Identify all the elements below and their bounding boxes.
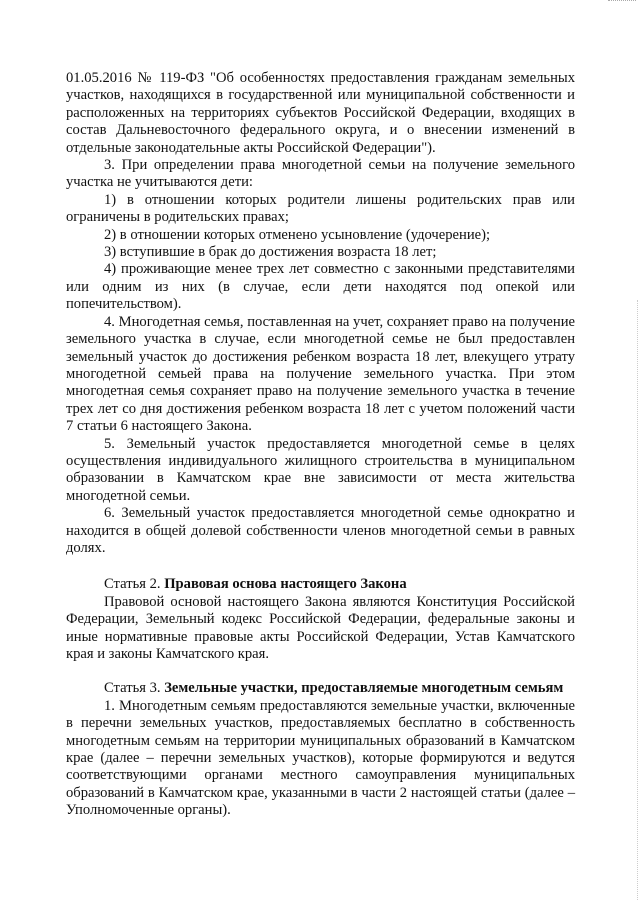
article-2-body: Правовой основой настоящего Закона являются Конституция Российской Федерации, Земельный кодекс Российской Федерации, федеральные законы и иные нормативные правовые акты Российской Федерации, Устав Камчатского края и законы Камчатского края. [66, 593, 575, 662]
scan-artifact-top [608, 0, 636, 2]
article-3-heading [66, 680, 575, 697]
paragraph-part-6: 6. Земельный участок предоставляется многодетной семье однократно и находится в общей долевой собственности членов многодетной семьи в равных долях. [66, 505, 575, 556]
article-3-body: 1. Многодетным семьям предоставляются земельные участки, включенные в перечни земельных участков, предоставляемых бесплатно в собственность многодетным семьям на территории муниципальных образований в Камчатском крае (далее – перечни земельных участков), которые формируются и ведутся соответствующими органами местного самоуправления муниципальных образований в Камчатском крае, указанными в части 2 настоящей статьи (далее – Уполномоченные органы). [66, 697, 575, 819]
article-2-prefix: Статья 2. [104, 576, 165, 593]
list-item-4: 4) проживающие менее трех лет совместно с законными представителями или одним из них (в случае, если дети находятся под опекой или попечительством). [66, 261, 575, 313]
article-2-heading [66, 576, 575, 593]
paragraph-part-3: 3. При определении права многодетной семьи на получение земельного участка не учитываются дети: [66, 157, 575, 191]
article-2-title: Правовая основа настоящего Закона [164, 576, 407, 593]
document-page [66, 70, 575, 820]
paragraph-part-5: 5. Земельный участок предоставляется многодетной семье в целях осуществления индивидуального жилищного строительства в муниципальном образовании в Камчатском крае вне зависимости от места жительства многодетной семьи. [66, 435, 575, 504]
article-3-title: Земельные участки, предоставляемые многодетным семьям [164, 680, 564, 697]
list-item-2: 2) в отношении которых отменено усыновление (удочерение); [104, 226, 491, 243]
list-item-1: 1) в отношении которых родители лишены родительских прав или ограничены в родительских правах; [66, 191, 575, 226]
article-3-prefix: Статья 3. [104, 680, 165, 697]
paragraph-continuation: 01.05.2016 № 119-ФЗ "Об особенностях предоставления гражданам земельных участков, находящихся в государственной или муниципальной собственности и расположенных на территориях субъектов Российской Федерации, входящих в состав Дальневосточного федерального округа, и о внесении изменений в отдельные законодательные акты Российской Федерации"). [66, 70, 575, 156]
list-item-3: 3) вступившие в брак до достижения возраста 18 лет; [104, 244, 437, 261]
paragraph-part-4: 4. Многодетная семья, поставленная на учет, сохраняет право на получение земельного участка в случае, если многодетной семье не был предоставлен земельный участок до достижения ребенком возраста 18 лет, влекущего утрату многодетной семьей права на получение земельного участка. При этом многодетная семья сохраняет право на получение земельного участка в течение трех лет со дня достижения ребенком возраста 18 лет с учетом положений части 7 статьи 6 настоящего Закона. [66, 313, 575, 435]
scan-artifact-right [636, 300, 638, 900]
